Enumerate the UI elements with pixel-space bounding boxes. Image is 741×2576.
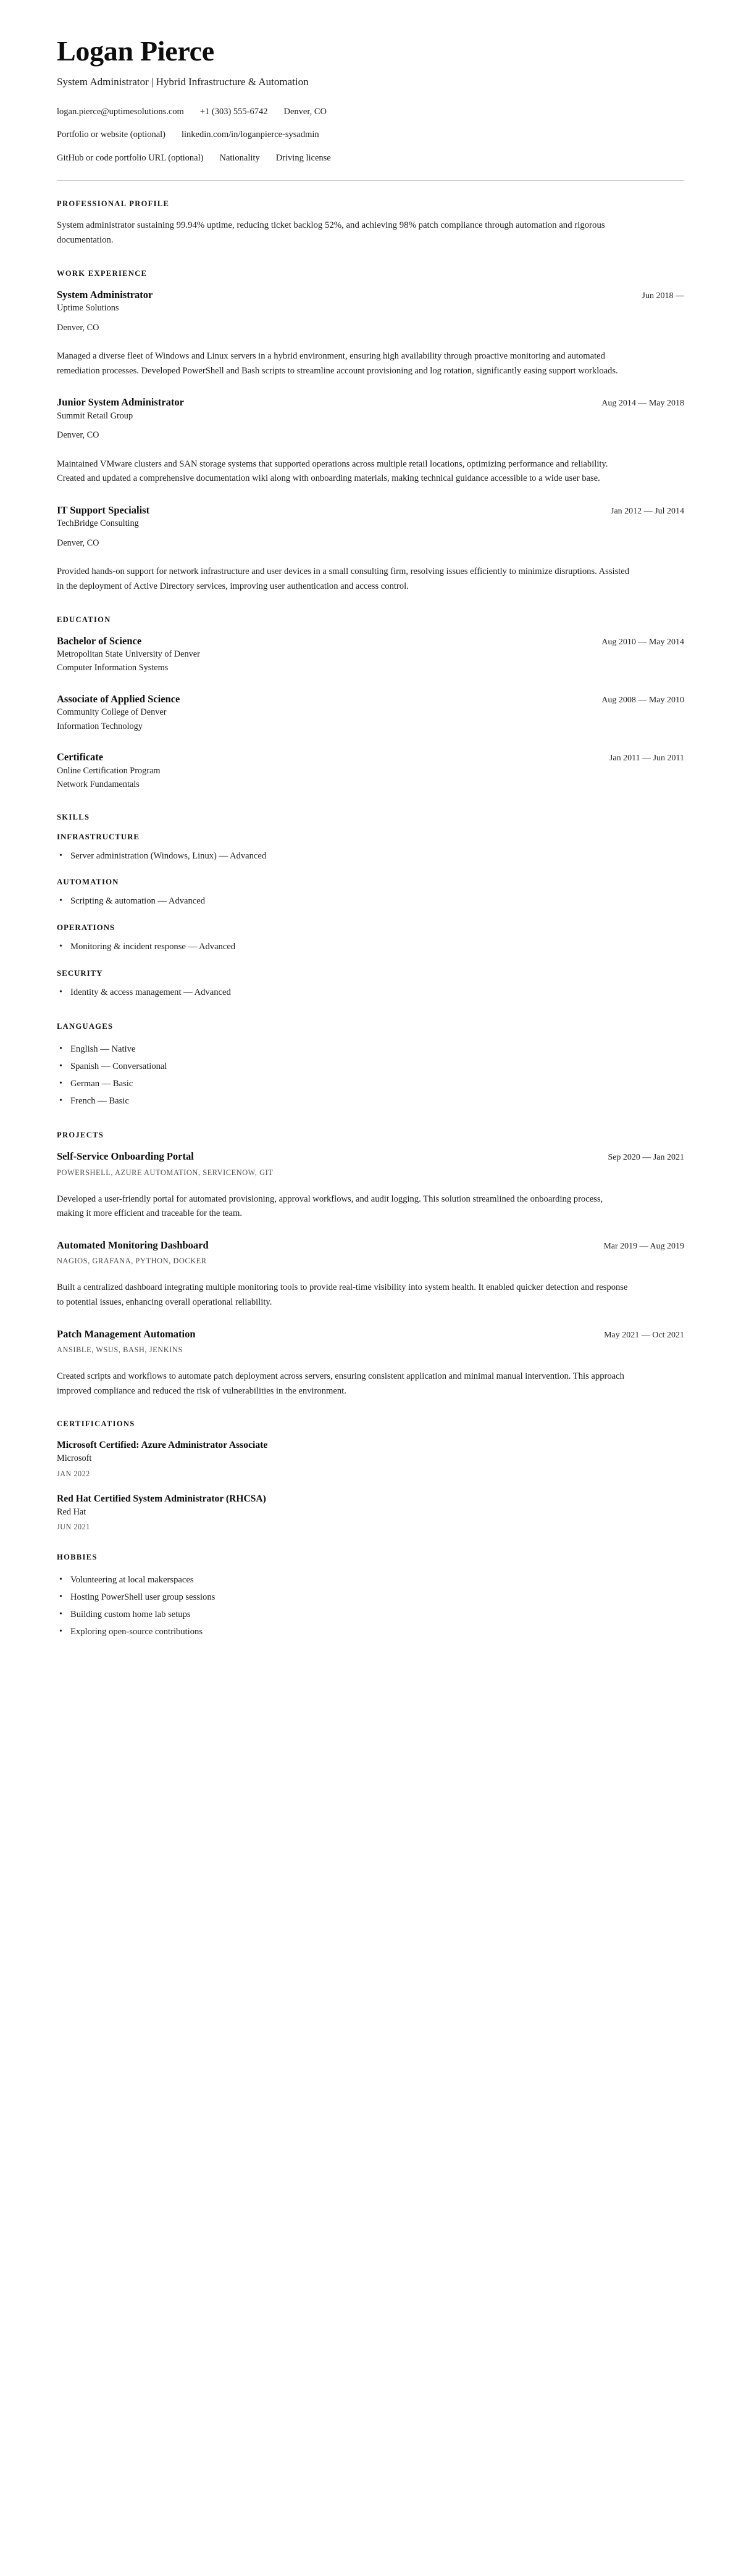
certification-issuer: Microsoft — [57, 1453, 92, 1464]
skill-list — [57, 984, 684, 1002]
work-entry — [57, 396, 684, 486]
header-divider — [57, 180, 684, 181]
profile-summary-text: System administrator sustaining 99.94% uptime, reducing ticket backlog 52%, and achieving 98% patch compliance through automation and rigorous documentation. — [57, 220, 605, 245]
contact-linkedin[interactable]: linkedin.com/in/loganpierce-sysadmin — [181, 130, 319, 140]
certification-entry — [57, 1439, 684, 1478]
project-dates: Sep 2020 — Jan 2021 — [608, 1153, 684, 1163]
section-title-projects: PROJECTS — [57, 1131, 104, 1140]
candidate-headline: System Administrator | Hybrid Infrastructure & Automation — [57, 75, 309, 88]
project-dates: Mar 2019 — Aug 2019 — [603, 1241, 684, 1251]
project-entry-head — [57, 1239, 684, 1252]
section-title-work: WORK EXPERIENCE — [57, 268, 148, 278]
section-certifications — [57, 1419, 684, 1532]
certification-name: Microsoft Certified: Azure Administrator Associate — [57, 1440, 268, 1451]
section-professional-profile — [57, 199, 684, 248]
work-company: Uptime Solutions — [57, 303, 119, 314]
language-item: • English — Native — [70, 1041, 684, 1058]
certification-entry — [57, 1492, 684, 1532]
skill-item: • Monitoring & incident response — Advanced — [70, 939, 684, 956]
education-school: Metropolitan State University of Denver — [57, 649, 200, 660]
skill-group-label: SECURITY — [57, 968, 103, 978]
certification-name: Red Hat Certified System Administrator (RHCSA) — [57, 1493, 266, 1504]
work-role: Junior System Administrator — [57, 396, 184, 409]
skill-group-label: OPERATIONS — [57, 922, 115, 932]
skill-list — [57, 848, 684, 865]
work-entry — [57, 504, 684, 594]
work-dates: Jan 2012 — Jul 2014 — [611, 506, 684, 516]
language-item: • German — Basic — [70, 1076, 684, 1093]
language-list — [57, 1041, 684, 1110]
contact-phone[interactable]: +1 (303) 555-6742 — [199, 106, 268, 117]
project-entry — [57, 1239, 684, 1310]
work-entry — [57, 288, 684, 379]
section-projects — [57, 1131, 684, 1398]
project-entry-head — [57, 1327, 684, 1340]
section-languages — [57, 1022, 684, 1110]
contact-row-primary — [57, 106, 684, 119]
skill-item: • Identity & access management — Advanced — [70, 984, 684, 1002]
contact-driving-license: Driving license — [275, 153, 331, 164]
education-entry — [57, 634, 684, 675]
work-location: Denver, CO — [57, 322, 99, 333]
education-entry — [57, 692, 684, 733]
project-tech-stack: POWERSHELL, AZURE AUTOMATION, SERVICENOW, GIT — [57, 1168, 274, 1177]
contact-location: Denver, CO — [283, 106, 327, 117]
hobby-list — [57, 1572, 684, 1640]
skill-list — [57, 893, 684, 910]
education-school: Community College of Denver — [57, 707, 167, 718]
education-degree: Bachelor of Science — [57, 634, 142, 647]
hobby-item: • Exploring open-source contributions — [70, 1624, 684, 1641]
project-description: Developed a user-friendly portal for automated provisioning, approval workflows, and audit logging. This solution streamlined the onboarding process, making it more efficient and traceable for the team. — [57, 1194, 603, 1219]
education-dates: Aug 2010 — May 2014 — [601, 637, 684, 647]
section-title-languages: LANGUAGES — [57, 1022, 114, 1031]
section-education — [57, 615, 684, 792]
certification-date: JAN 2022 — [57, 1469, 90, 1478]
project-name: Patch Management Automation — [57, 1327, 196, 1340]
project-entry — [57, 1150, 684, 1221]
section-hobbies — [57, 1553, 684, 1640]
work-location: Denver, CO — [57, 538, 99, 548]
skill-group-label: AUTOMATION — [57, 877, 119, 887]
contact-row-extra — [57, 152, 684, 165]
certification-date: JUN 2021 — [57, 1523, 90, 1532]
work-role: System Administrator — [57, 288, 153, 301]
education-field: Information Technology — [57, 721, 143, 731]
project-dates: May 2021 — Oct 2021 — [604, 1330, 684, 1340]
work-role: IT Support Specialist — [57, 504, 150, 516]
work-dates: Aug 2014 — May 2018 — [601, 399, 684, 409]
contact-row-links — [57, 128, 684, 142]
education-degree: Associate of Applied Science — [57, 692, 180, 705]
skill-group-automation — [57, 877, 684, 910]
education-dates: Jan 2011 — Jun 2011 — [609, 754, 684, 763]
contact-github[interactable]: GitHub or code portfolio URL (optional) — [57, 153, 204, 164]
work-dates: Jun 2018 — — [642, 291, 684, 301]
skill-group-security — [57, 968, 684, 1002]
section-title-skills: SKILLS — [57, 812, 90, 821]
project-tech-stack: NAGIOS, GRAFANA, PYTHON, DOCKER — [57, 1257, 207, 1266]
work-entry-head — [57, 396, 684, 409]
section-title-certifications: CERTIFICATIONS — [57, 1419, 135, 1429]
project-name: Self-Service Onboarding Portal — [57, 1150, 194, 1163]
hobby-item: • Volunteering at local makerspaces — [70, 1572, 684, 1589]
language-item: • French — Basic — [70, 1093, 684, 1110]
education-dates: Aug 2008 — May 2010 — [601, 695, 684, 705]
project-description: Created scripts and workflows to automate patch deployment across servers, ensuring consistent application and minimal manual intervention. This approach improved compliance and reduced the risk of vulnerabilities in the environment. — [57, 1371, 624, 1396]
work-description: Maintained VMware clusters and SAN storage systems that supported operations across multiple retail locations, optimizing performance and reliability. Created and updated a comprehensive documentation wiki along with onboarding materials, making technical guidance accessible to a wide user base. — [57, 459, 608, 484]
work-entry-head — [57, 504, 684, 517]
section-work-experience — [57, 269, 684, 594]
language-item: • Spanish — Conversational — [70, 1058, 684, 1076]
hobby-item: • Building custom home lab setups — [70, 1606, 684, 1624]
project-entry-head — [57, 1150, 684, 1163]
work-location: Denver, CO — [57, 430, 99, 441]
education-field: Computer Information Systems — [57, 663, 169, 673]
skill-item: • Server administration (Windows, Linux) — Advanced — [70, 848, 684, 865]
education-field: Network Fundamentals — [57, 779, 140, 790]
skill-group-infrastructure — [57, 832, 684, 865]
education-entry-head — [57, 634, 684, 647]
skill-group-operations — [57, 923, 684, 956]
contact-portfolio[interactable]: Portfolio or website (optional) — [57, 130, 165, 140]
skill-item: • Scripting & automation — Advanced — [70, 893, 684, 910]
work-company: TechBridge Consulting — [57, 518, 139, 529]
project-entry — [57, 1327, 684, 1399]
education-entry — [57, 750, 684, 791]
work-description: Managed a diverse fleet of Windows and Linux servers in a hybrid environment, ensuring high availability through proactive monitoring and automated remediation processes. Developed PowerShell and Bash scripts to streamline account provisioning and log rotation, significantly easing support workloads. — [57, 351, 618, 376]
section-title-profile: PROFESSIONAL PROFILE — [57, 199, 170, 208]
work-company: Summit Retail Group — [57, 410, 133, 421]
contact-email[interactable]: logan.pierce@uptimesolutions.com — [57, 106, 184, 117]
education-degree: Certificate — [57, 751, 104, 763]
work-description: Provided hands-on support for network infrastructure and user devices in a small consulting firm, resolving issues efficiently to minimize disruptions. Assisted in the deployment of Active Directory services, improving user authentication and access control. — [57, 567, 630, 591]
work-entry-head — [57, 288, 684, 301]
project-tech-stack: ANSIBLE, WSUS, BASH, JENKINS — [57, 1345, 183, 1355]
skill-group-label: INFRASTRUCTURE — [57, 831, 140, 841]
skill-list — [57, 939, 684, 956]
section-title-education: EDUCATION — [57, 615, 111, 624]
education-entry-head — [57, 692, 684, 705]
certification-issuer: Red Hat — [57, 1506, 86, 1517]
education-school: Online Certification Program — [57, 765, 161, 776]
resume-header — [57, 36, 684, 165]
section-title-hobbies: HOBBIES — [57, 1553, 98, 1562]
contact-nationality: Nationality — [219, 153, 260, 164]
project-name: Automated Monitoring Dashboard — [57, 1239, 209, 1251]
section-skills — [57, 813, 684, 1002]
education-entry-head — [57, 750, 684, 763]
candidate-name: Logan Pierce — [57, 35, 214, 67]
project-description: Built a centralized dashboard integrating multiple monitoring tools to provide real-time visibility into system health. It enabled quicker detection and response to potential issues, enhancing overall operational reliability. — [57, 1282, 628, 1308]
hobby-item: • Hosting PowerShell user group sessions — [70, 1589, 684, 1606]
